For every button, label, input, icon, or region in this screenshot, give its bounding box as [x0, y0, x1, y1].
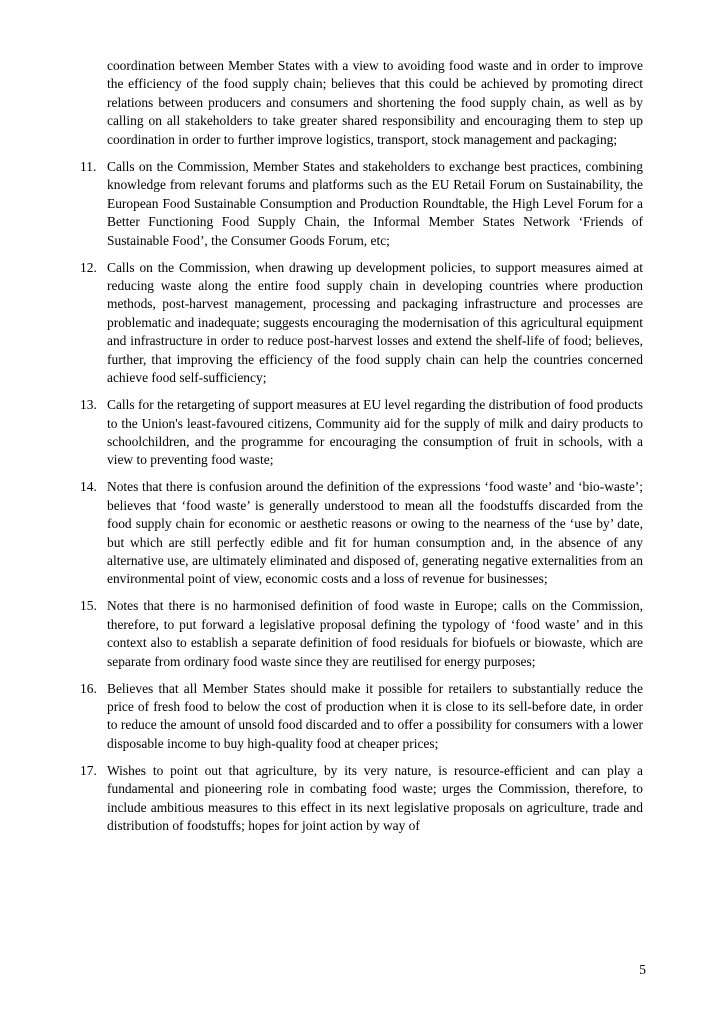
- paragraph-text: Calls for the retargeting of support measures at EU level regarding the distribution of food products to the Union's least-favoured citizens, Community aid for the supply of milk and dairy products to schoolchildren, and the programme for encouraging the consumption of fruit in schools, with a view to preventing food waste;: [107, 397, 643, 468]
- paragraph-text: Wishes to point out that agriculture, by its very nature, is resource-efficient and can play a fundamental and pioneering role in combating food waste; urges the Commission, therefore, to include ambitious measures to this effect in its next legislative proposals on agriculture, trade and distribution of foodstuffs; hopes for joint action by way of: [107, 762, 643, 833]
- paragraph-number: 13.: [80, 397, 97, 413]
- paragraph-11: [80, 158, 643, 250]
- paragraph-text: Notes that there is confusion around the definition of the expressions ‘food waste’ and ‘bio-waste’; believes that ‘food waste’ is generally understood to mean all the foodstuffs discarded from the food supply chain for economic or aesthetic reasons or owing to the nearness of the ‘use by’ date, but which are still perfectly edible and fit for human consumption and, in the absence of any alternative use, are ultimately eliminated and disposed of, generating negative externalities from an environmental point of view, economic costs and a loss of revenue for businesses;: [107, 479, 643, 587]
- paragraph-15: [80, 597, 643, 671]
- paragraph-text: coordination between Member States with a view to avoiding food waste and in order to improve the efficiency of the food supply chain; believes that this could be achieved by promoting direct relations between producers and consumers and shortening the food supply chain, as well as by calling on all stakeholders to take greater shared responsibility and encouraging them to step up coordination in order to further improve logistics, transport, stock management and packaging;: [107, 58, 643, 147]
- paragraph-13: [80, 396, 643, 470]
- paragraph-number: 14.: [80, 479, 97, 495]
- paragraph-number: 16.: [80, 680, 97, 696]
- paragraph-text: Calls on the Commission, when drawing up development policies, to support measures aimed at reducing waste along the entire food supply chain in developing countries where production methods, post-harvest management, processing and packaging infrastructure and processes are problematic and inadequate; suggests encouraging the modernisation of this agricultural equipment and infrastructure in order to reduce post-harvest losses and extend the shelf-life of food; believes, further, that improving the efficiency of the food supply chain can help the countries concerned achieve food self-sufficiency;: [107, 259, 643, 386]
- paragraph-number: 12.: [80, 259, 97, 275]
- paragraph-16: [80, 680, 643, 754]
- page-number: 5: [639, 962, 646, 977]
- paragraph-text: Believes that all Member States should make it possible for retailers to substantially reduce the price of fresh food to below the cost of production when it is close to its sell-before date, in order to reduce the amount of unsold food discarded and to offer a possibility for consumers with a lower disposable income to buy high-quality food at cheaper prices;: [107, 680, 643, 751]
- paragraph-17: [80, 762, 643, 836]
- paragraph-14: [80, 478, 643, 588]
- paragraph-12: [80, 259, 643, 388]
- paragraph-number: 17.: [80, 762, 97, 778]
- paragraph-number: 11.: [80, 159, 97, 175]
- paragraph-text: Notes that there is no harmonised definition of food waste in Europe; calls on the Commission, therefore, to put forward a legislative proposal defining the typology of ‘food waste’ and in this context also to establish a separate definition of food residuals for biofuels or biowaste, which are separate from ordinary food waste since they are reutilised for energy purposes;: [107, 598, 643, 669]
- continued-paragraph: [80, 57, 643, 149]
- paragraph-text: Calls on the Commission, Member States and stakeholders to exchange best practices, combining knowledge from relevant forums and platforms such as the EU Retail Forum on Sustainability, the European Food Sustainable Consumption and Production Roundtable, the High Level Forum for a Better Functioning Food Supply Chain, the Informal Member States Network ‘Friends of Sustainable Food’, the Consumer Goods Forum, etc;: [107, 159, 643, 248]
- document-body: [80, 57, 643, 844]
- paragraph-number: 15.: [80, 598, 97, 614]
